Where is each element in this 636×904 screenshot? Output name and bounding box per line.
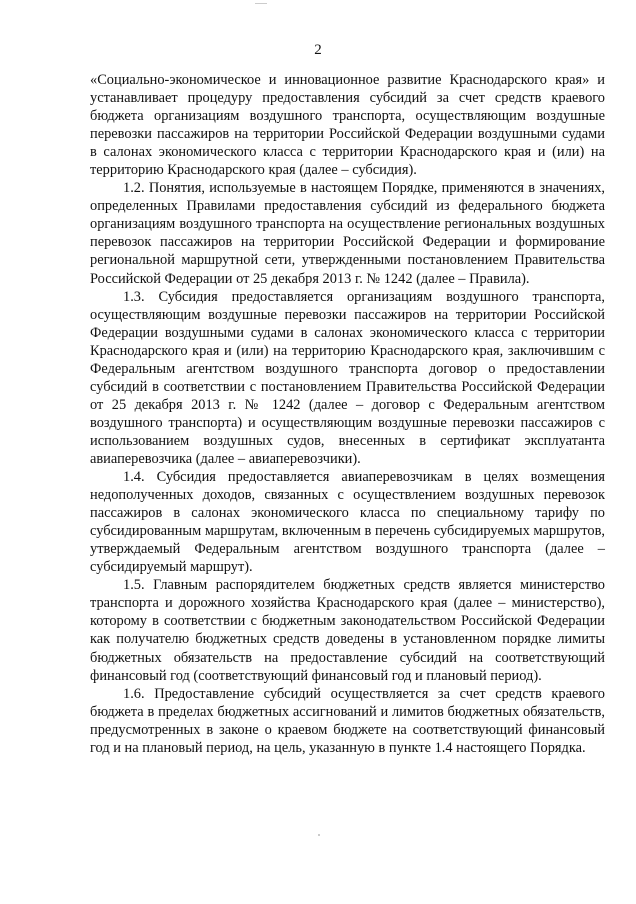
scan-artifact-dot: [318, 834, 320, 836]
page-number: 2: [314, 42, 322, 58]
paragraph-1-3: 1.3. Субсидия предоставляется организациям воздушного транспорта, осуществляющим воздушные перевозки пассажиров на территории Российской Федерации воздушными судами в салонах экономического класса с территории Краснодарского края и (или) на территорию Краснодарского края, заключившим с Федеральным агентством воздушного транспорта договор о предоставлении субсидий в соответствии с постановлением Правительства Российской Федерации от 25 декабря 2013 г. № 1242 (далее – договор с Федеральным агентством воздушного транспорта) и осуществляющим воздушные перевозки пассажиров с использованием воздушных судов, внесенных в сертификат эксплуатанта авиаперевозчика (далее – авиаперевозчики).: [90, 288, 605, 467]
paragraph-1-6: 1.6. Предоставление субсидий осуществляется за счет средств краевого бюджета в пределах бюджетных ассигнований и лимитов бюджетных обязательств, предусмотренных в законе о краевом бюджете на соответствующий финансовый год и на плановый период, на цель, указанную в пункте 1.4 настоящего Порядка.: [90, 685, 605, 756]
scan-artifact-top: [255, 0, 267, 4]
paragraph-1-4: 1.4. Субсидия предоставляется авиаперевозчикам в целях возмещения недополученных доходов, связанных с осуществлением воздушных перевозок пассажиров в салонах экономического класса по специальному тарифу по субсидированным маршрутам, включенным в перечень субсидируемых маршрутов, утверждаемый Федеральным агентством воздушного транспорта (далее – субсидируемый маршрут).: [90, 469, 605, 576]
document-body: [90, 71, 605, 757]
paragraph-continuation: «Социально-экономическое и инновационное развитие Краснодарского края» и устанавливает процедуру предоставления субсидий за счет средств краевого бюджета организациям воздушного транспорта, осуществляющим воздушные перевозки пассажиров на территории Российской Федерации воздушными судами в салонах экономического класса с территории Краснодарского края и (или) на территорию Краснодарского края (далее – субсидия).: [90, 72, 605, 179]
paragraph-1-2: 1.2. Понятия, используемые в настоящем Порядке, применяются в значениях, определенных Правилами предоставления субсидий из федерального бюджета организациям воздушного транспорта на осуществление региональных воздушных перевозок пассажиров на территории Российской Федерации и формирование региональной маршрутной сети, утвержденными постановлением Правительства Российской Федерации от 25 декабря 2013 г. № 1242 (далее – Правила).: [90, 180, 605, 287]
paragraph-1-5: 1.5. Главным распорядителем бюджетных средств является министерство транспорта и дорожного хозяйства Краснодарского края (далее – министерство), которому в соответствии с бюджетным законодательством Российской Федерации как получателю бюджетных средств доведены в установленном порядке лимиты бюджетных обязательств на предоставление субсидий на соответствующий финансовый год (соответствующий финансовый год и плановый период).: [90, 577, 605, 684]
